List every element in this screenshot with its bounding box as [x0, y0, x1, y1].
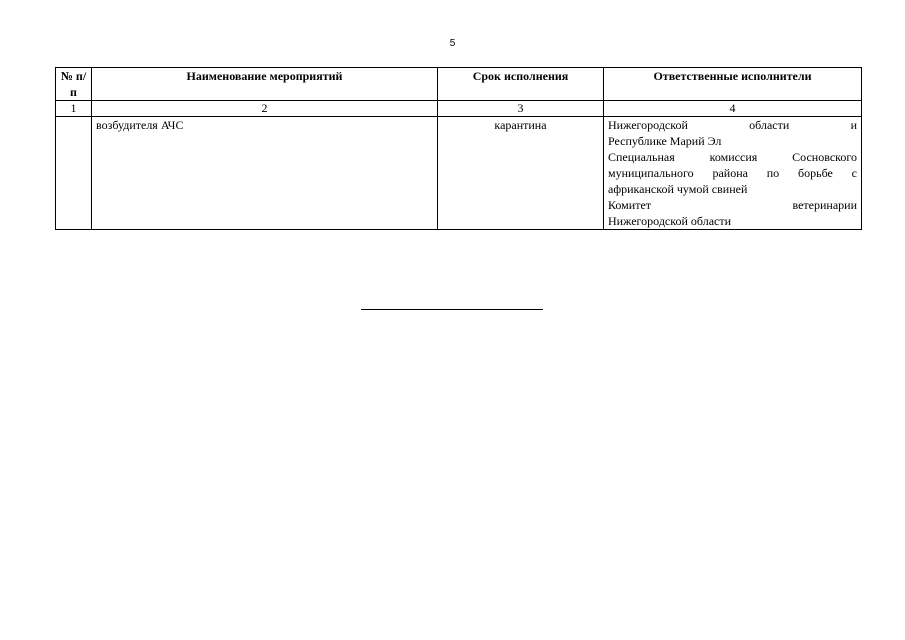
row-number-cell	[56, 117, 92, 230]
header-activity: Наименование мероприятий	[92, 68, 438, 101]
responsible-line: Нижегородской области	[608, 214, 732, 228]
column-number-3: 3	[438, 101, 604, 117]
activities-table	[55, 67, 862, 230]
header-responsible: Ответственные исполнители	[604, 68, 862, 101]
responsible-line: африканской чумой свиней	[608, 182, 748, 196]
row-deadline-cell: карантина	[438, 117, 604, 230]
column-number-2: 2	[92, 101, 438, 117]
table-row	[56, 117, 862, 230]
responsible-line: Специальная комиссия Сосновского	[608, 150, 857, 164]
responsible-line: Нижегородской области и	[608, 118, 857, 132]
table-header-row	[56, 68, 862, 101]
end-of-document-rule	[361, 309, 543, 310]
responsible-line: муниципального района по борьбе с	[608, 166, 857, 180]
column-number-row	[56, 101, 862, 117]
page-number: 5	[449, 38, 456, 49]
responsible-line: Комитет ветеринарии	[608, 198, 857, 212]
column-number-4: 4	[604, 101, 862, 117]
header-deadline: Срок исполнения	[438, 68, 604, 101]
column-number-1: 1	[56, 101, 92, 117]
row-activity-cell: возбудителя АЧС	[92, 117, 438, 230]
responsible-line: Республике Марий Эл	[608, 134, 722, 148]
row-responsible-cell	[604, 117, 862, 230]
header-number: № п/п	[56, 68, 92, 101]
